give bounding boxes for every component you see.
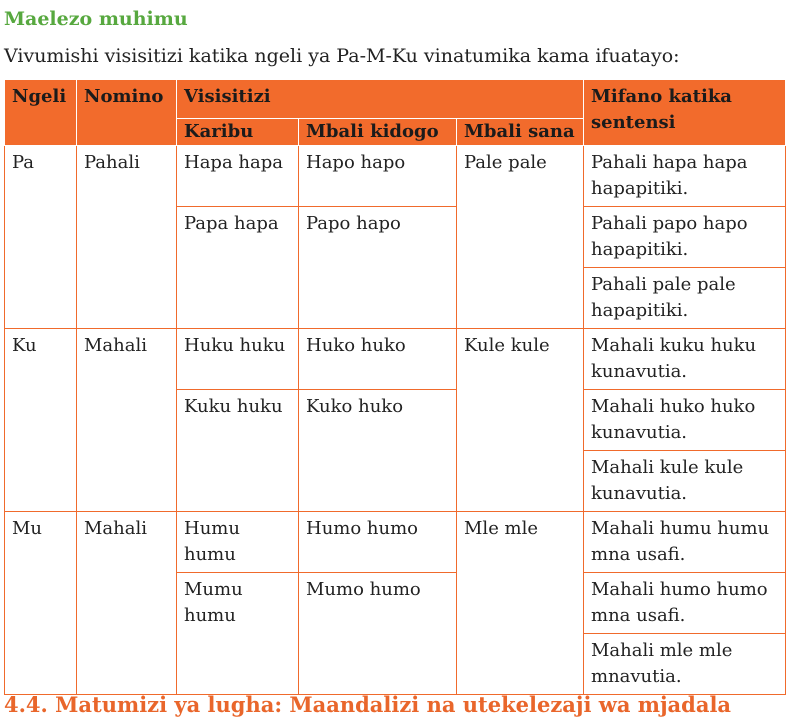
table-row (5, 329, 786, 390)
cell-mbali-kidogo: Hapo hapo (299, 146, 457, 207)
table-row (5, 146, 786, 207)
cell-karibu: Humu humu (177, 512, 299, 573)
cell-nomino: Pahali (77, 146, 177, 329)
cell-mbali-sana: Kule kule (457, 329, 584, 512)
cell-karibu: Kuku huku (177, 390, 299, 512)
intro-paragraph: Vivumishi visisitizi katika ngeli ya Pa-M-Ku vinatumika kama ifuatayo: (4, 45, 680, 67)
cell-mfano: Pahali hapa hapa hapapitiki. (584, 146, 786, 207)
header-mifano: Mifano katika sentensi (584, 80, 786, 146)
cell-mfano: Pahali pale pale hapapitiki. (584, 268, 786, 329)
noun-class-table (4, 79, 786, 695)
header-visisitizi: Visisitizi (177, 80, 584, 119)
cell-ngeli: Mu (5, 512, 77, 695)
cell-karibu: Papa hapa (177, 207, 299, 329)
cell-mfano: Mahali kule kule kunavutia. (584, 451, 786, 512)
cell-mfano: Mahali mle mle mnavutia. (584, 634, 786, 695)
header-nomino: Nomino (77, 80, 177, 146)
header-karibu: Karibu (177, 119, 299, 146)
section-heading: Maelezo muhimu (4, 8, 188, 30)
cell-mbali-sana: Pale pale (457, 146, 584, 329)
cell-mfano: Mahali humo humo mna usafi. (584, 573, 786, 634)
cell-mbali-sana: Mle mle (457, 512, 584, 695)
cell-ngeli: Ku (5, 329, 77, 512)
next-section-heading: 4.4. Matumizi ya lugha: Maandalizi na utekelezaji wa mjadala (4, 692, 732, 717)
table-row (5, 512, 786, 573)
cell-nomino: Mahali (77, 512, 177, 695)
cell-mbali-kidogo: Mumo humo (299, 573, 457, 695)
header-mbali-kidogo: Mbali kidogo (299, 119, 457, 146)
header-row (5, 80, 786, 119)
cell-mbali-kidogo: Huko huko (299, 329, 457, 390)
cell-mbali-kidogo: Papo hapo (299, 207, 457, 329)
cell-mfano: Mahali humu humu mna usafi. (584, 512, 786, 573)
header-mbali-sana: Mbali sana (457, 119, 584, 146)
cell-mfano: Pahali papo hapo hapapitiki. (584, 207, 786, 268)
header-ngeli: Ngeli (5, 80, 77, 146)
cell-mbali-kidogo: Humo humo (299, 512, 457, 573)
cell-karibu: Hapa hapa (177, 146, 299, 207)
cell-mbali-kidogo: Kuko huko (299, 390, 457, 512)
cell-mfano: Mahali huko huko kunavutia. (584, 390, 786, 451)
cell-karibu: Huku huku (177, 329, 299, 390)
cell-nomino: Mahali (77, 329, 177, 512)
cell-ngeli: Pa (5, 146, 77, 329)
cell-mfano: Mahali kuku huku kunavutia. (584, 329, 786, 390)
cell-karibu: Mumu humu (177, 573, 299, 695)
